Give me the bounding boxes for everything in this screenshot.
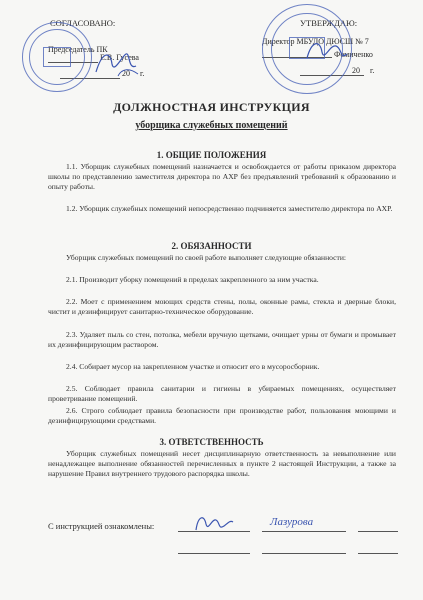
section-2-heading: 2. ОБЯЗАННОСТИ	[171, 241, 252, 251]
acknowledgement-line-2	[262, 531, 346, 532]
section-2-item-5: 2.5. Соблюдает правила санитарии и гигиены в убираемых помещениях, осуществляет проветривание помещений.	[48, 384, 396, 404]
trade-union-stamp	[22, 22, 92, 92]
acknowledgement-line-4	[178, 553, 250, 554]
approval-left-signature	[92, 46, 145, 82]
section-1-paragraph-1: 1.1. Уборщик служебных помещений назначается и освобождается от работы приказом директора школы по представлению заместителя директора по АХР без предъявлений требований к образованию и опыту работы.	[48, 162, 396, 192]
section-2-intro: Уборщик служебных помещений по своей работе выполняет следующие обязанности:	[66, 253, 346, 262]
acknowledgement-line-5	[262, 553, 346, 554]
section-2-item-1: 2.1. Производит уборку помещений в пределах закрепленного за ним участка.	[66, 275, 319, 284]
approval-left-name: Е.В. Гусева	[100, 53, 139, 62]
section-1-paragraph-2: 1.2. Уборщик служебных помещений непосредственно подчиняется заместителю директора по АХР.	[66, 204, 393, 213]
approval-right-year: 20 г.	[352, 66, 375, 75]
approval-right-role: Директор МБУДО ДЮСШ № 7	[262, 37, 369, 46]
acknowledgement-line-6	[358, 553, 398, 554]
acknowledgement-label: С инструкцией ознакомлены:	[48, 521, 155, 531]
section-2-item-2: 2.2. Моет с применением моющих средств стены, полы, оконные рамы, стекла и дверные блоки, чистит и дезинфицирует санитарно-техническое оборудование.	[48, 297, 396, 317]
acknowledgement-signature-1	[192, 510, 236, 536]
approval-right-heading: УТВЕРЖДАЮ:	[300, 18, 358, 28]
approval-left-heading: СОГЛАСОВАНО:	[50, 18, 116, 28]
section-3-heading: 3. ОТВЕТСТВЕННОСТЬ	[159, 437, 264, 447]
section-2-item-3: 2.3. Удаляет пыль со стен, потолка, мебели вручную щетками, очищает урны от бумаги и промывает их дезинфицирующим раствором.	[48, 330, 396, 350]
approval-right-signature	[304, 36, 350, 66]
acknowledgement-signature-2: Лазурова	[270, 516, 314, 528]
approval-right-name: Фомиченко	[334, 50, 373, 59]
document-subtitle: уборщика служебных помещений	[135, 120, 288, 131]
document-title: ДОЛЖНОСТНАЯ ИНСТРУКЦИЯ	[113, 100, 310, 114]
approval-left-role: Председатель ПК	[48, 45, 108, 54]
section-2-item-4: 2.4. Собирает мусор на закрепленном участке и относит его в мусоросборник.	[66, 362, 320, 371]
acknowledgement-line-3	[358, 531, 398, 532]
section-1-heading: 1. ОБЩИЕ ПОЛОЖЕНИЯ	[156, 150, 267, 160]
section-2-item-6: 2.6. Строго соблюдает правила безопасности при производстве работ, пользования моющими и дезинфицирующими средствами.	[48, 406, 396, 426]
approval-left-year: 20 г.	[122, 69, 145, 78]
section-3-paragraph-1: Уборщик служебных помещений несет дисциплинарную ответственность за невыполнение или ненадлежащее выполнение обязанностей перечисленных в пункте 2 настоящей Инструкции, а также за нарушение Правил внутреннего трудового распорядка школы.	[48, 449, 396, 479]
